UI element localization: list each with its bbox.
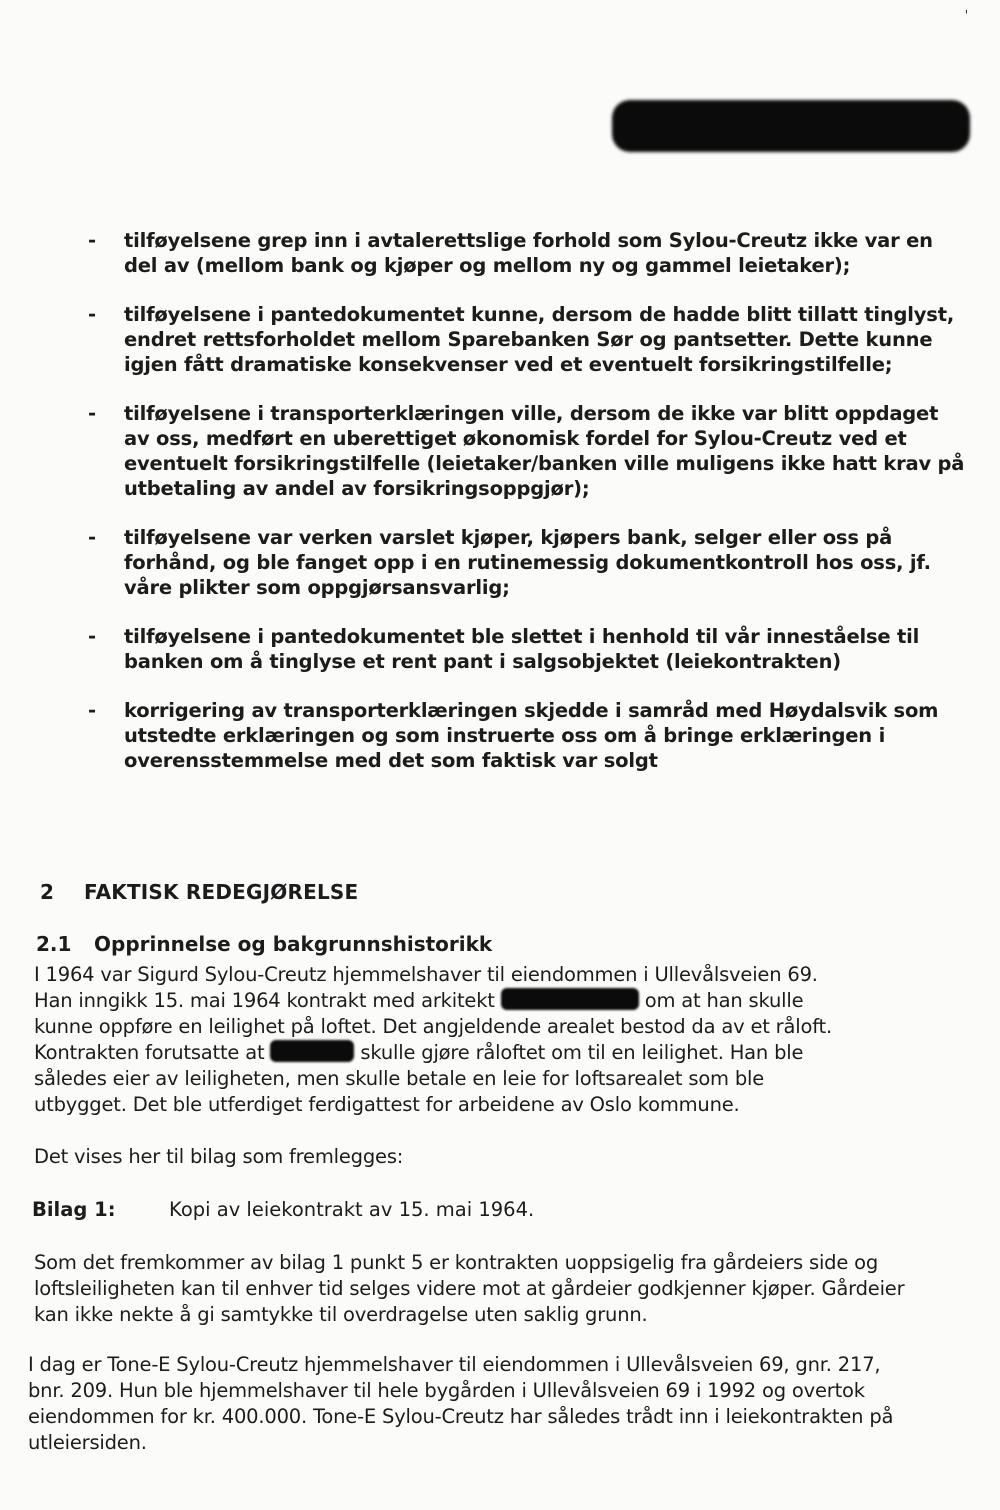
- section-title: FAKTISK REDEGJØRELSE: [84, 880, 359, 904]
- subsection-heading: [36, 932, 492, 956]
- attachment-label: Bilag 1:: [32, 1198, 116, 1221]
- bullet-item: - tilføyelsene var verken varslet kjøper, kjøpers bank, selger eller oss på forhånd, og ble fanget opp i en rutinemessig dokumentkontroll hos oss, jf. våre plikter som oppgjørsansvarlig;: [88, 526, 931, 599]
- redacted-name: [270, 1040, 354, 1062]
- bullet-item: - tilføyelsene i pantedokumentet kunne, dersom de hadde blitt tillatt tinglyst, endret rettsforholdet mellom Sparebanken Sør og pantsetter. Dette kunne igjen fått dramatiske konsekvenser ved et eventuelt forsikringstilfelle;: [88, 303, 955, 376]
- bullet-item: - tilføyelsene i transporterklæringen ville, dersom de ikke var blitt oppdaget av oss, medført en uberettiget økonomisk fordel for Sylou-Creutz ved et eventuelt forsikringstilfelle (leietaker/banken ville muligens ikke hatt krav på utbetaling av andel av forsikringsoppgjør);: [88, 402, 965, 500]
- bullet-item: - tilføyelsene grep inn i avtalerettslige forhold som Sylou-Creutz ikke var en del av (mellom bank og kjøper og mellom ny og gammel leietaker);: [88, 229, 933, 277]
- section-number: 2: [40, 880, 55, 904]
- paragraph-contract: Som det fremkommer av bilag 1 punkt 5 er kontrakten uoppsigelig fra gårdeiers side og loftsleiligheten kan til enhver tid selges videre mot at gårdeier godkjenner kjøper. Gårdeier kan ikke nekte å gi samtykke til overdragelse uten saklig grunn.: [34, 1251, 905, 1326]
- paragraph-owner: I dag er Tone-E Sylou-Creutz hjemmelshaver til eiendommen i Ullevålsveien 69, gnr. 217, bnr. 209. Hun ble hjemmelshaver til hele bygården i Ullevålsveien 69 i 1992 og overtok eiendommen for kr. 400.000. Tone-E Sylou-Creutz har således trådt inn i leiekontrakten på utleiersiden.: [28, 1353, 894, 1454]
- page-speck: ': [964, 8, 968, 22]
- paragraph-origin: I 1964 var Sigurd Sylou-Creutz hjemmelshaver til eiendommen i Ullevålsveien 69. Han inngikk 15. mai 1964 kontrakt med arkitekt om at han skulle kunne oppføre en leilighet på loftet. Det angjeldende arealet bestod da av et råloft. Kontrakten forutsatte at skulle gjøre råloftet om til en leilighet. Han ble således eier av leiligheten, men skulle betale en leie for loftsarealet som ble utbygget. Det ble utferdiget ferdigattest for arbeidene av Oslo kommune.: [34, 963, 832, 1116]
- bullet-item: - tilføyelsene i pantedokumentet ble slettet i henhold til vår inneståelse til banken om å tinglyse et rent pant i salgsobjektet (leiekontrakten): [88, 625, 920, 673]
- attachment-line: [32, 1198, 534, 1221]
- bullet-item: - korrigering av transporterklæringen skjedde i samråd med Høydalsvik som utstedte erklæringen og som instruerte oss om å bringe erklæringen i overensstemmelse med det som faktisk var solgt: [88, 699, 939, 772]
- redacted-header: [612, 100, 970, 152]
- section-heading: [40, 880, 358, 904]
- bullet-list: [88, 228, 968, 797]
- paragraph-reference: Det vises her til bilag som fremlegges:: [34, 1145, 404, 1168]
- subsection-number: 2.1: [36, 932, 72, 956]
- attachment-text: Kopi av leiekontrakt av 15. mai 1964.: [169, 1198, 535, 1221]
- redacted-name: [501, 988, 639, 1010]
- subsection-title: Opprinnelse og bakgrunnshistorikk: [94, 932, 493, 956]
